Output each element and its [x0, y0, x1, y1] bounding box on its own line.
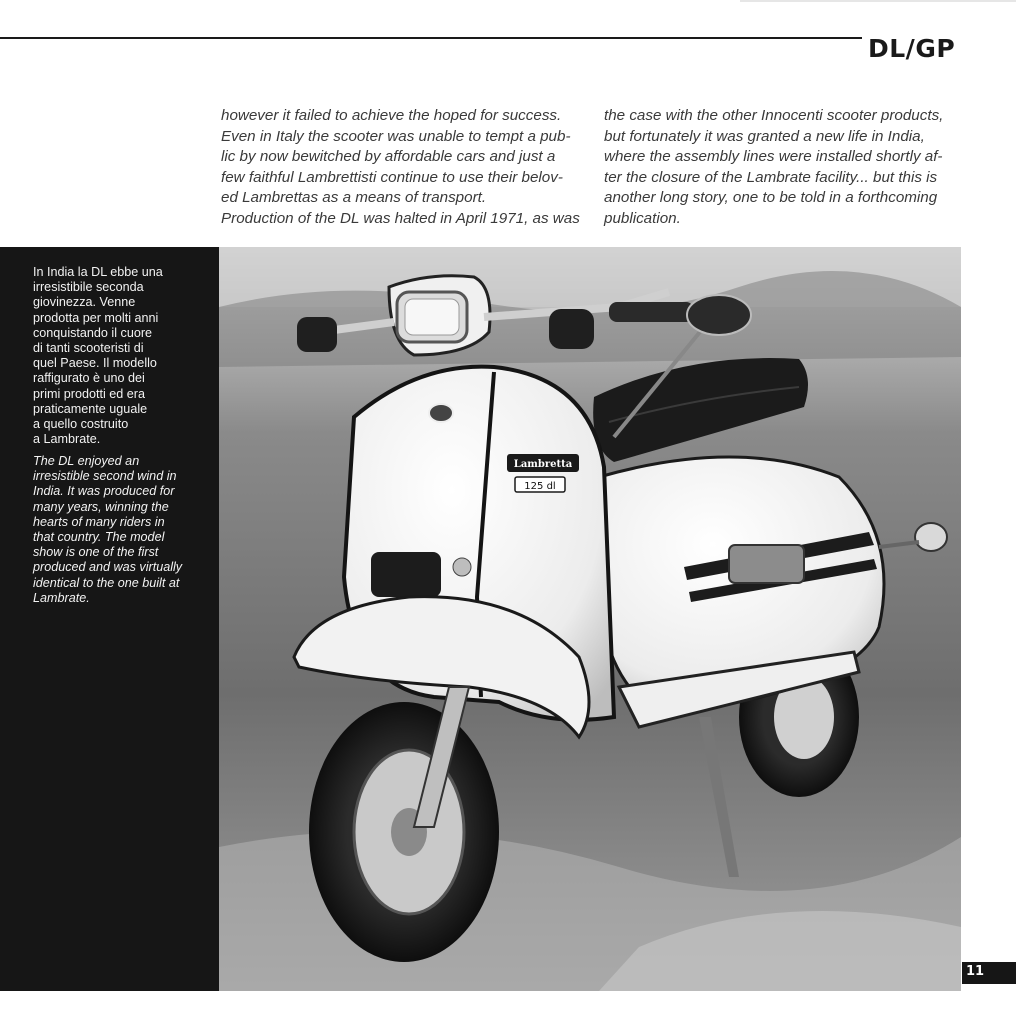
text-line: ter the closure of the Lambrate facility... but this is	[604, 168, 938, 186]
text-line: Production of the DL was halted in April 1971, as was	[221, 209, 580, 227]
model-badge-text: 125 dl	[524, 481, 556, 492]
caption-line: giovinezza. Venne	[33, 295, 136, 310]
mirror	[687, 295, 751, 335]
text-line: Even in Italy the scooter was unable to tempt a pub-	[221, 127, 571, 145]
section-title: DL/GP	[868, 34, 956, 63]
caption-line: raffigurato è uno dei	[33, 371, 145, 386]
caption-line: many years, winning the	[33, 499, 169, 514]
brand-badge-text: Lambretta	[513, 459, 573, 470]
caption-line: prodotta per molti anni	[33, 310, 159, 325]
caption-line: Lambrate.	[33, 590, 90, 605]
horn-box	[371, 552, 441, 597]
caption-line: irresistibile seconda	[33, 280, 144, 295]
text-line: ed Lambrettas as a means of transport.	[221, 189, 487, 207]
text-line: but fortunately it was granted a new life in India,	[604, 127, 925, 145]
scooter-illustration	[219, 247, 961, 991]
scooter-photo	[219, 247, 961, 991]
top-edge-line	[740, 0, 1016, 2]
text-line: few faithful Lambrettisti continue to use their belov-	[221, 168, 563, 186]
caption-italian	[33, 265, 203, 447]
caption-line: a Lambrate.	[33, 432, 101, 447]
caption-line: quel Paese. Il modello	[33, 356, 157, 371]
text-line: publication.	[604, 209, 681, 227]
left-grip	[297, 317, 337, 352]
horn-emblem	[429, 404, 453, 422]
caption-line: The DL enjoyed an	[33, 454, 140, 468]
text-line: the case with the other Innocenti scooter products,	[604, 107, 944, 124]
caption-line: that country. The model	[33, 530, 165, 545]
caption-line: primi prodotti ed era	[33, 386, 145, 401]
right-indicator	[549, 309, 594, 349]
text-line: however it failed to achieve the hoped for success.	[221, 107, 562, 124]
rear-indicator	[915, 523, 947, 551]
caption-line: praticamente uguale	[33, 401, 148, 416]
right-grip	[609, 302, 694, 322]
caption-line: hearts of many riders in	[33, 514, 165, 529]
air-grille	[729, 545, 804, 583]
text-line: where the assembly lines were installed shortly af-	[604, 148, 943, 166]
caption-english	[33, 454, 203, 606]
body-column-2	[604, 106, 964, 230]
text-line: lic by now bewitched by affordable cars and just a	[221, 148, 556, 166]
caption-line: identical to the one built at	[33, 575, 180, 590]
page-number: 11	[966, 964, 985, 979]
caption-line: India. It was produced for	[33, 484, 175, 499]
body-column-1	[221, 106, 587, 230]
header-rule	[0, 37, 862, 39]
caption-line: di tanti scooteristi di	[33, 341, 144, 356]
caption-line: show is one of the first	[33, 545, 159, 560]
caption-line: a quello costruito	[33, 417, 129, 432]
caption-line: In India la DL ebbe una	[33, 265, 163, 279]
text-line: another long story, one to be told in a forthcoming	[604, 189, 938, 207]
caption-line: irresistible second wind in	[33, 469, 177, 484]
caption-line: conquistando il cuore	[33, 325, 153, 340]
caption-line: produced and was virtually	[33, 560, 183, 575]
